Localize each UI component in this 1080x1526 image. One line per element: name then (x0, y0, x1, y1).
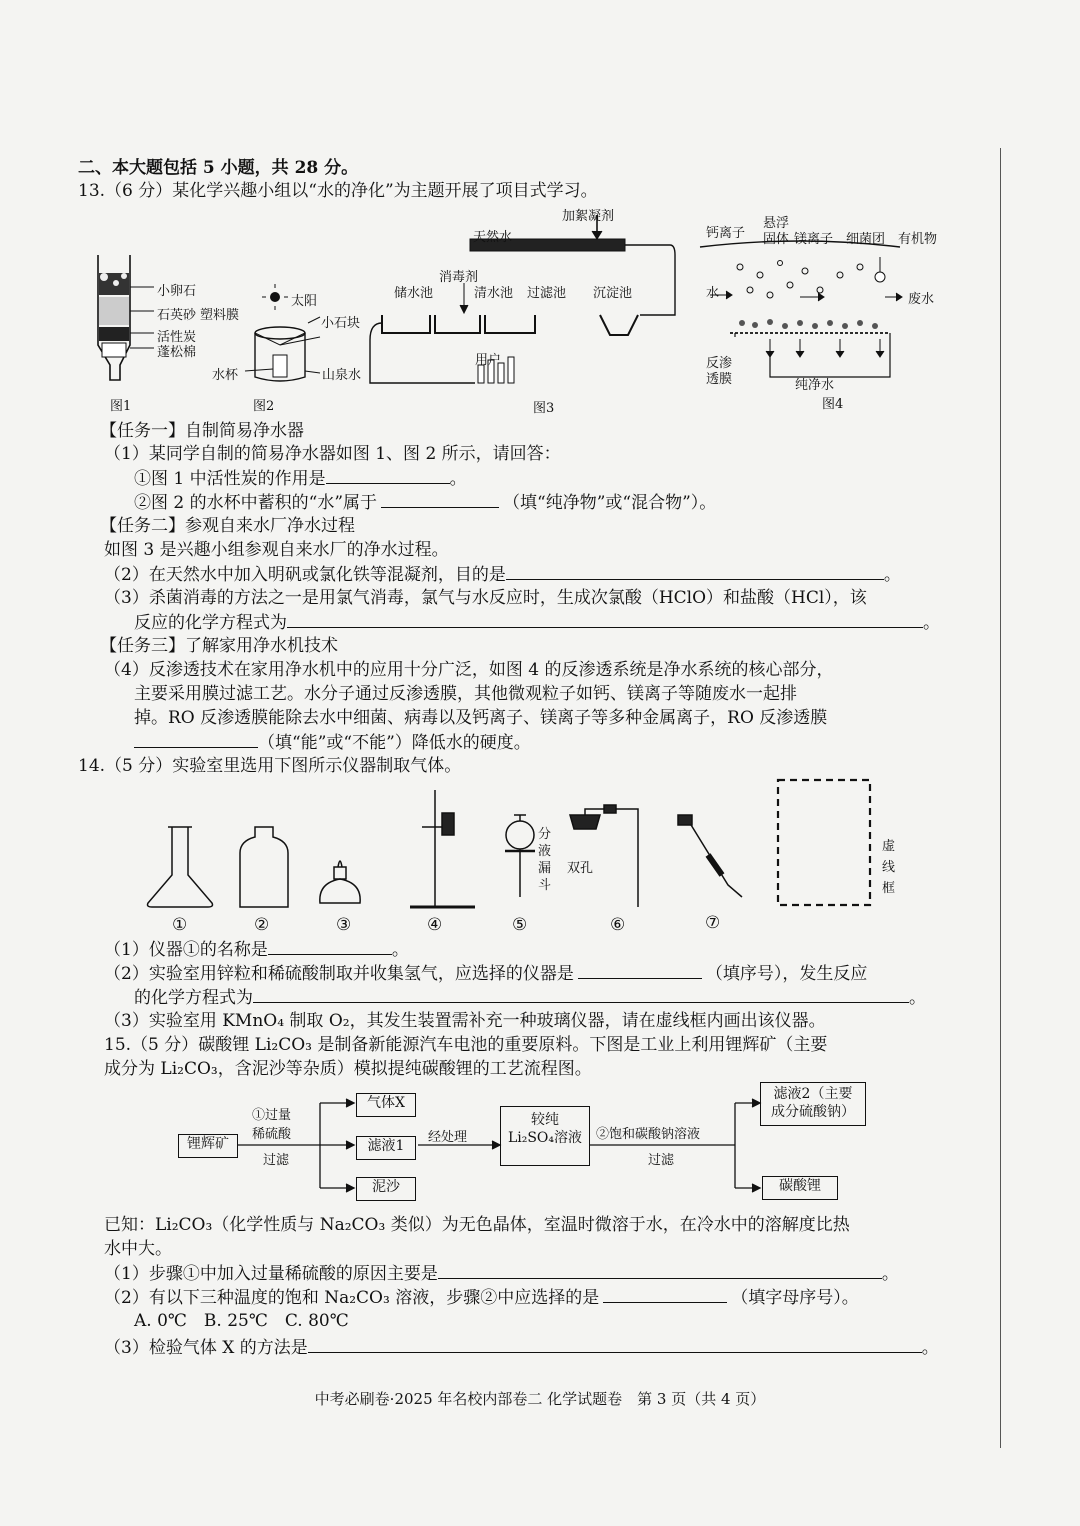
answer-blank[interactable] (578, 962, 702, 979)
fig4-label-magnesium: 镁离子 (794, 232, 834, 247)
instrument-num-4: ④ (427, 915, 443, 935)
stopper-label: 双孔 (567, 861, 594, 876)
fig4-label-suspended: 悬浮 (763, 216, 790, 231)
fig1-label-pebbles: 小卵石 (157, 284, 197, 299)
q13-q4a: （4）反渗透技术在家用净水机中的应用十分广泛，如图 4 的反渗透系统是净水系统的核心部分， (104, 660, 834, 680)
flow-pure-li2so4: 较纯 Li₂SO₄溶液 (500, 1106, 590, 1166)
answer-blank[interactable] (134, 731, 258, 748)
fig3-label-settle: 沉淀池 (593, 286, 633, 301)
q15-known1: 已知：Li₂CO₃（化学性质与 Na₂CO₃ 类似）为无色晶体，室温时微溶于水，在冷水中的溶解度比热 (104, 1215, 850, 1235)
margin-line (1000, 148, 1001, 1448)
fig1-label-sand: 石英砂 (157, 308, 197, 323)
two-hole-stopper-icon (570, 805, 638, 907)
flow-gas: 气体X (356, 1093, 416, 1117)
instrument-num-7: ⑦ (705, 913, 721, 933)
fig4-label-bacteria: 细菌团 (846, 232, 886, 247)
answer-blank[interactable] (506, 563, 884, 580)
flow-step1b: 稀硫酸 (252, 1127, 292, 1142)
answer-blank[interactable] (287, 611, 923, 628)
fig3-label-disinfectant: 消毒剂 (439, 270, 479, 285)
q15-stem2: 成分为 Li₂CO₃，含泥沙等杂质）模拟提纯碳酸锂的工艺流程图。 (104, 1059, 592, 1079)
fig3-label-storage: 储水池 (394, 286, 434, 301)
q13-q4b: 主要采用膜过滤工艺。水分子通过反渗透膜，其他微观粒子如钙、镁离子等随废水一起排 (134, 684, 797, 704)
iron-stand-icon (410, 790, 475, 907)
fig2-caption: 图2 (253, 399, 275, 414)
q14-stem: 14.（5 分）实验室里选用下图所示仪器制取气体。 (78, 756, 462, 776)
fig2-label-spring-water: 山泉水 (322, 368, 362, 383)
fig4-label-solid: 固体 (763, 232, 790, 247)
q13-task3: 【任务三】了解家用净水机技术 (100, 636, 338, 656)
fig2-label-stone: 小石块 (321, 316, 361, 331)
instrument-num-2: ② (254, 915, 270, 935)
flow-step1a: ①过量 (252, 1108, 292, 1123)
fig1-label-carbon: 活性炭 (157, 330, 197, 345)
flow-mud: 泥沙 (356, 1177, 416, 1201)
instrument-num-6: ⑥ (610, 915, 626, 935)
q13-task2-intro: 如图 3 是兴趣小组参观自来水厂的净水过程。 (104, 540, 449, 560)
fig4-label-ro2: 透膜 (706, 372, 733, 387)
q15-known2: 水中大。 (104, 1239, 172, 1259)
flow-product: 碳酸锂 (762, 1176, 838, 1200)
fig4-label-organic: 有机物 (898, 232, 938, 247)
fig4-caption: 图4 (822, 397, 844, 412)
dashed-box-label: 虚 线 框 (882, 839, 896, 896)
answer-blank[interactable] (381, 491, 499, 508)
flow-step2a: ②饱和碳酸钠溶液 (596, 1127, 701, 1142)
q13-q2: （2）在天然水中加入明矾或氯化铁等混凝剂，目的是 。 (104, 565, 901, 585)
fig2-label-sun: 太阳 (291, 294, 318, 309)
q13-q4c: 掉。RO 反渗透膜能除去水中细菌、病毒以及钙离子、镁离子等多种金属离子，RO 反渗透膜 (134, 708, 828, 728)
flow-process: 经处理 (428, 1130, 468, 1145)
flow-filtrate2: 滤液2（主要 成分硫酸钠） (760, 1082, 866, 1126)
q15-q1: （1）步骤①中加入过量稀硫酸的原因主要是 。 (104, 1264, 899, 1284)
q15-q2: （2）有以下三种温度的饱和 Na₂CO₃ 溶液，步骤②中应选择的是 （填字母序号）。 (104, 1288, 859, 1308)
q13-q1b: ②图 2 的水杯中蓄积的“水”属于 （填“纯净物”或“混合物”）。 (134, 493, 717, 513)
fig2-label-cup: 水杯 (212, 368, 239, 383)
answer-blank[interactable] (438, 1262, 882, 1279)
flow-step2b: 过滤 (648, 1153, 675, 1168)
instrument-num-1: ① (172, 915, 188, 935)
instrument-num-5: ⑤ (512, 915, 528, 935)
separatory-funnel-icon (505, 815, 535, 897)
q13-task2: 【任务二】参观自来水厂净水过程 (100, 516, 355, 536)
flow-step1c: 过滤 (263, 1153, 290, 1168)
gas-bottle-icon (240, 827, 288, 907)
fig3-caption: 图3 (533, 401, 555, 416)
q14-instruments (130, 775, 920, 935)
q14-q1: （1）仪器①的名称是 。 (104, 940, 409, 960)
alcohol-lamp-icon (320, 861, 360, 903)
q15-options: A. 0℃ B. 25℃ C. 80℃ (134, 1311, 349, 1331)
q13-q1: （1）某同学自制的简易净水器如图 1、图 2 所示，请回答： (104, 444, 561, 464)
fig4-label-ro1: 反渗 (706, 356, 733, 371)
fig3-label-filter: 过滤池 (527, 286, 567, 301)
flow-filtrate1: 滤液1 (356, 1136, 416, 1160)
section-title: 二、本大题包括 5 小题，共 28 分。 (78, 158, 359, 178)
q13-q1a: ①图 1 中活性炭的作用是 。 (134, 469, 467, 489)
answer-blank[interactable] (603, 1286, 727, 1303)
funnel-label: 分 液 漏 斗 (538, 827, 552, 893)
fig1-label-cotton: 蓬松棉 (157, 345, 197, 360)
dashed-box[interactable] (778, 780, 870, 905)
q13-q3: （3）杀菌消毒的方法之一是用氯气消毒，氯气与水反应时，生成次氯酸（HClO）和盐酸（HCl），该 (104, 588, 867, 608)
fig4-label-waste: 废水 (908, 292, 935, 307)
fig4-label-pure: 纯净水 (795, 378, 835, 393)
answer-blank[interactable] (268, 938, 392, 955)
fig4-label-water: 水 (706, 286, 720, 301)
fig2-label-film: 塑料膜 (200, 308, 240, 323)
q14-q2: （2）实验室用锌粒和稀硫酸制取并收集氢气，应选择的仪器是 （填序号），发生反应 (104, 964, 868, 984)
q14-q3: （3）实验室用 KMnO₄ 制取 O₂，其发生装置需补充一种玻璃仪器，请在虚线框内画出该仪器。 (104, 1011, 826, 1031)
fig4-label-calcium: 钙离子 (706, 226, 746, 241)
flow-ore: 锂辉矿 (178, 1134, 238, 1158)
answer-blank[interactable] (326, 467, 450, 484)
q13-task1: 【任务一】自制简易净水器 (100, 421, 304, 441)
answer-blank[interactable] (308, 1336, 922, 1353)
bent-tube-icon (678, 815, 742, 897)
fig3-label-user: 用户 (475, 353, 502, 368)
fig3-label-flocculant: 加絮凝剂 (562, 209, 615, 224)
q13-stem: 13.（6 分）某化学兴趣小组以“水的净化”为主题开展了项目式学习。 (78, 181, 598, 201)
fig3-label-clear: 清水池 (474, 286, 514, 301)
answer-blank[interactable] (253, 986, 909, 1003)
q14-q2b: 的化学方程式为 。 (134, 988, 926, 1008)
fig1-caption: 图1 (110, 399, 132, 414)
q13-q4d: （填“能”或“不能”）降低水的硬度。 (134, 731, 531, 754)
fig1-filter (98, 255, 154, 380)
page-footer: 中考必刷卷·2025 年名校内部卷二 化学试题卷 第 3 页（共 4 页） (314, 1390, 766, 1408)
q15-q3: （3）检验气体 X 的方法是 。 (104, 1338, 939, 1358)
q13-q3b: 反应的化学方程式为 。 (134, 613, 940, 633)
conical-flask-icon (148, 827, 213, 907)
q15-stem1: 15.（5 分）碳酸锂 Li₂CO₃ 是制备新能源汽车电池的重要原料。下图是工业上利用锂辉矿（主要 (104, 1035, 828, 1055)
fig3-label-natural-water: 天然水 (473, 230, 513, 245)
instrument-num-3: ③ (336, 915, 352, 935)
